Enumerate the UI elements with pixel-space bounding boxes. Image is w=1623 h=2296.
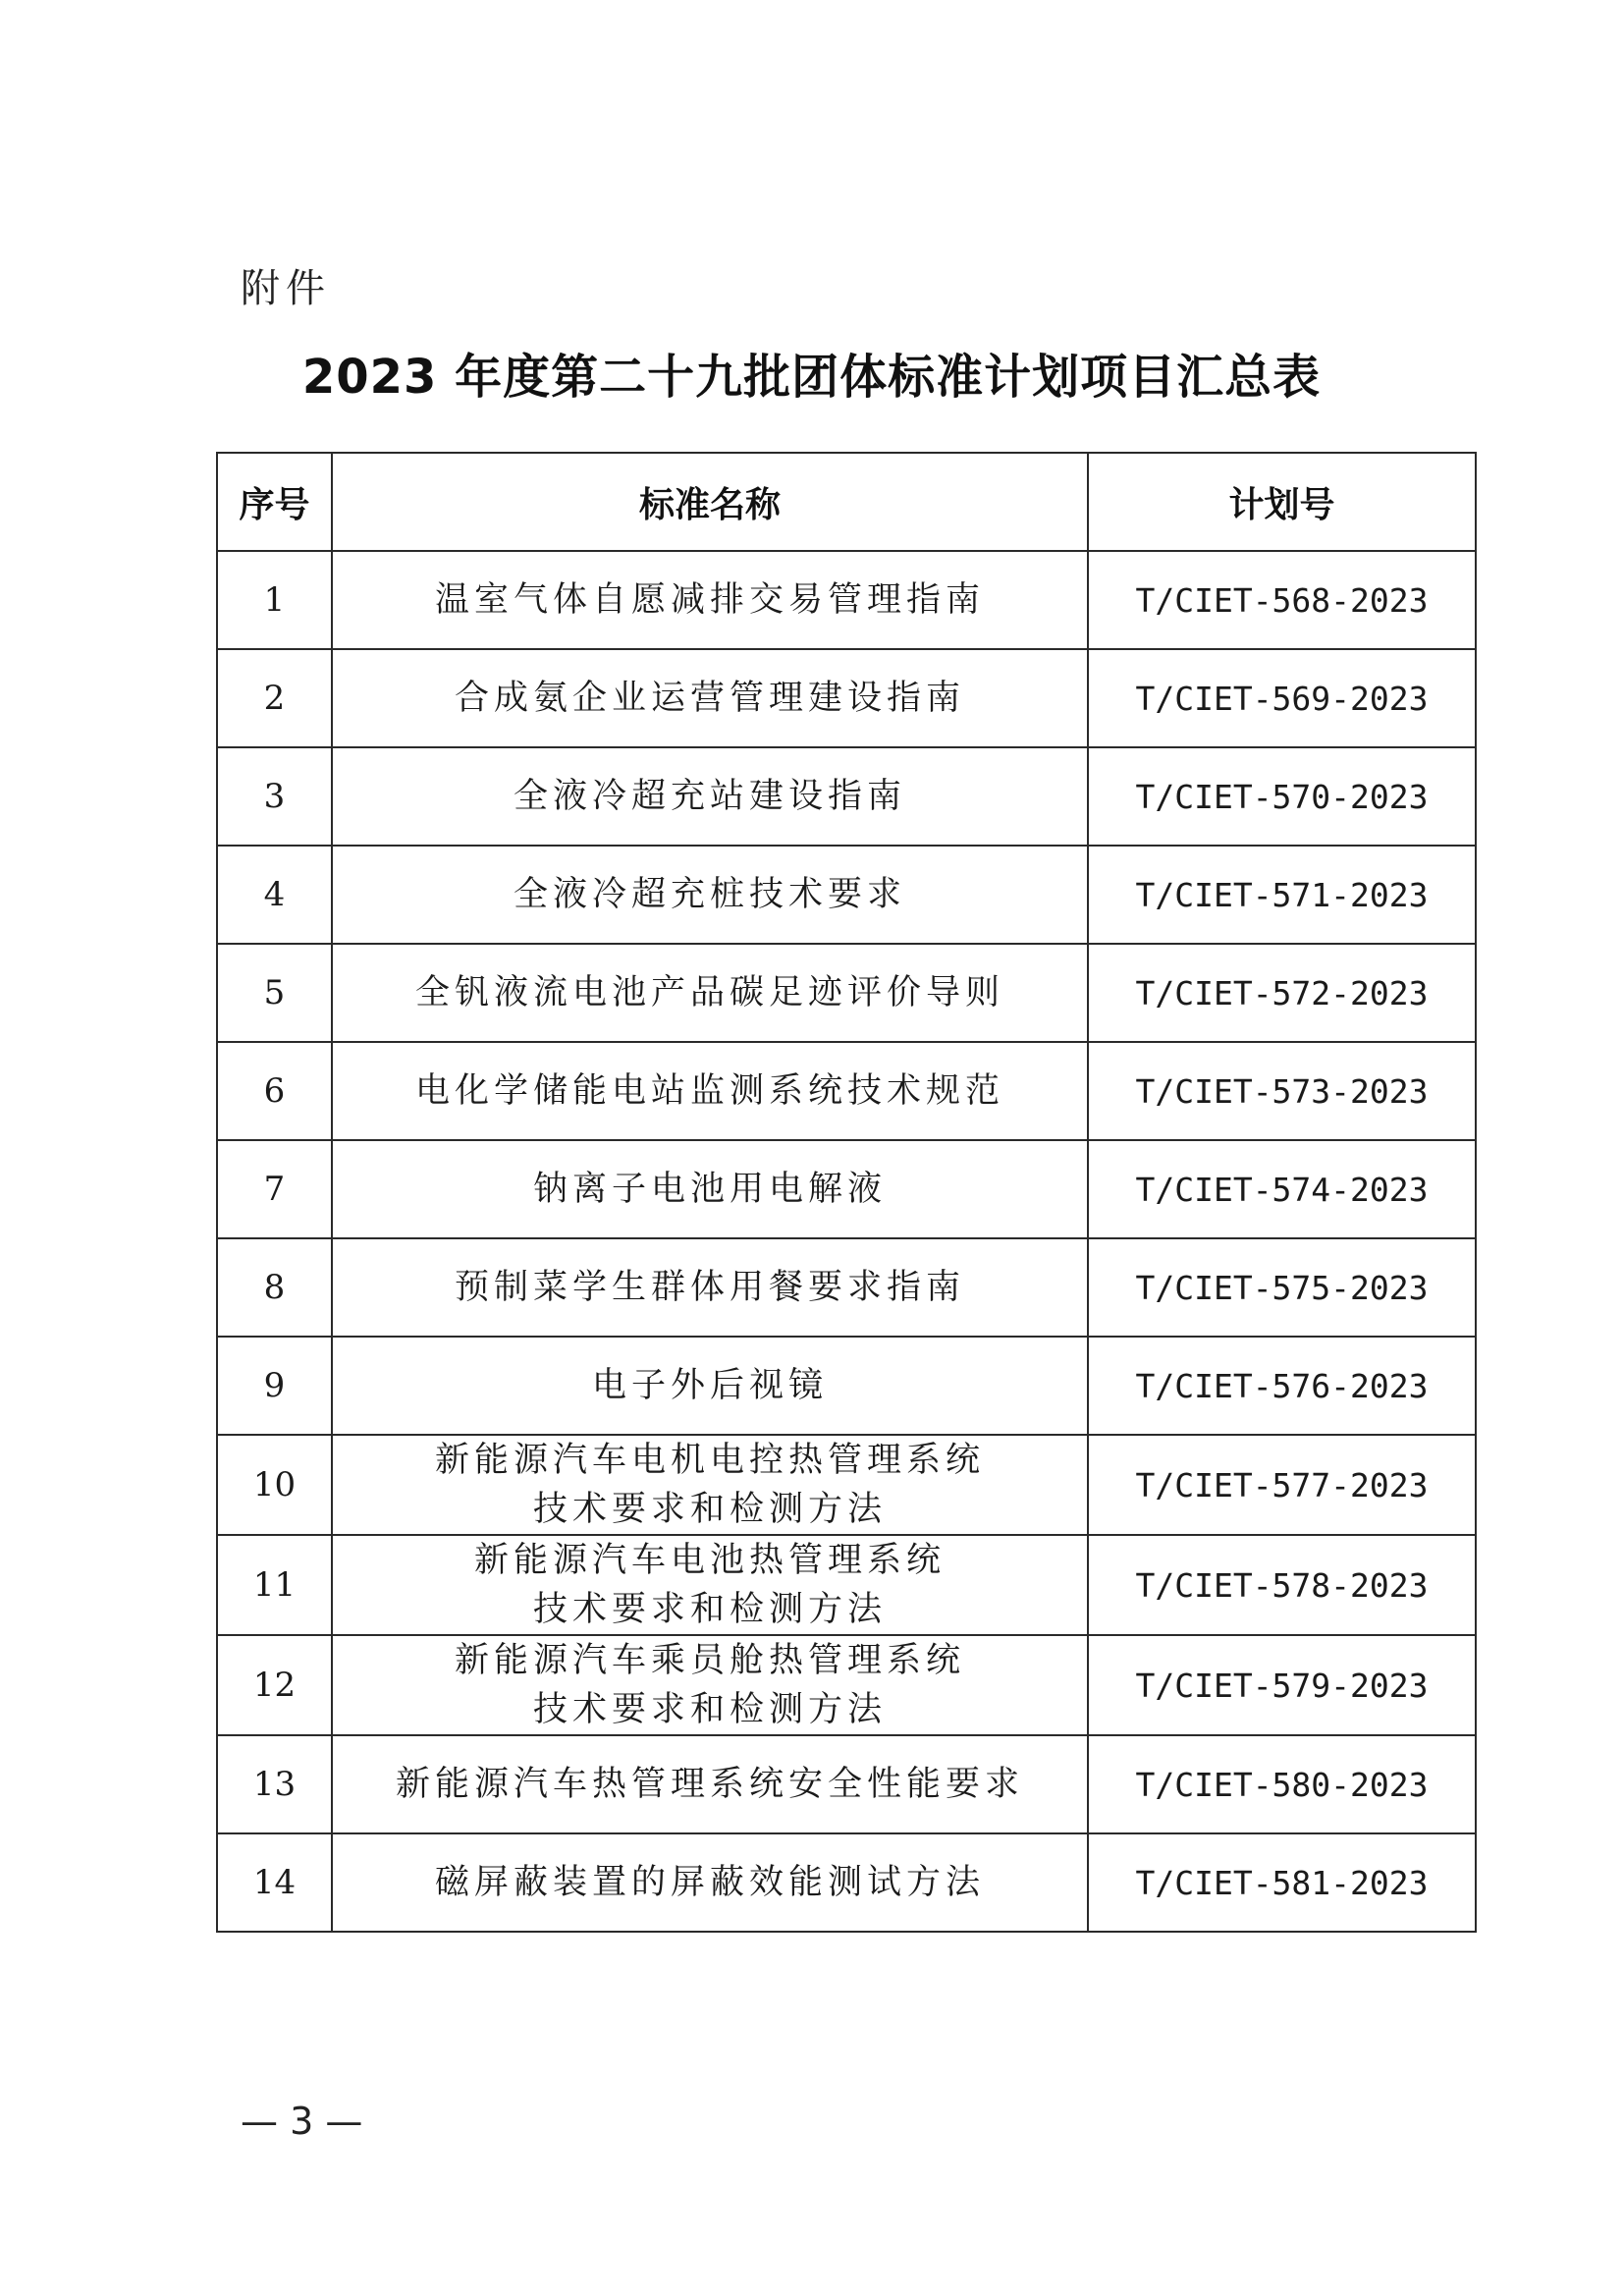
page-number: — 3 —	[241, 2100, 363, 2143]
standard-name	[332, 1042, 1088, 1140]
plan-number: T/CIET-577-2023	[1088, 1435, 1476, 1535]
row-number: 4	[217, 846, 332, 944]
table-body	[217, 551, 1476, 1932]
standard-name-line: 新能源汽车乘员舱热管理系统	[454, 1641, 965, 1680]
plan-number: T/CIET-575-2023	[1088, 1238, 1476, 1337]
column-header-plan: 计划号	[1088, 453, 1476, 551]
row-number: 3	[217, 747, 332, 846]
table-row	[217, 846, 1476, 944]
plan-number: T/CIET-569-2023	[1088, 649, 1476, 747]
standard-name	[332, 1435, 1088, 1535]
row-number: 5	[217, 944, 332, 1042]
column-header-name: 标准名称	[332, 453, 1088, 551]
plan-number: T/CIET-572-2023	[1088, 944, 1476, 1042]
table-row	[217, 1735, 1476, 1833]
table-row	[217, 1833, 1476, 1932]
standard-name	[332, 1833, 1088, 1932]
standard-name-line: 电化学储能电站监测系统技术规范	[414, 1071, 1004, 1111]
standard-name-line: 技术要求和检测方法	[532, 1490, 887, 1529]
standard-name	[332, 1535, 1088, 1635]
standard-name-line: 全液冷超充站建设指南	[513, 777, 906, 816]
standard-name-line: 电子外后视镜	[591, 1366, 828, 1405]
standard-name-line: 合成氨企业运营管理建设指南	[454, 679, 965, 718]
plan-number: T/CIET-571-2023	[1088, 846, 1476, 944]
standard-name	[332, 1635, 1088, 1735]
attachment-label: 附件	[241, 266, 331, 311]
standard-name-line: 新能源汽车电池热管理系统	[473, 1541, 946, 1580]
table-row	[217, 1042, 1476, 1140]
table-row	[217, 1238, 1476, 1337]
standard-name-line: 磁屏蔽装置的屏蔽效能测试方法	[434, 1863, 985, 1902]
plan-number: T/CIET-578-2023	[1088, 1535, 1476, 1635]
standard-name-line: 新能源汽车热管理系统安全性能要求	[395, 1765, 1024, 1804]
standard-name-line: 全液冷超充桩技术要求	[513, 875, 906, 914]
plan-number: T/CIET-568-2023	[1088, 551, 1476, 649]
standard-name-line: 钠离子电池用电解液	[532, 1170, 887, 1209]
plan-number: T/CIET-581-2023	[1088, 1833, 1476, 1932]
row-number: 2	[217, 649, 332, 747]
standard-name-line: 预制菜学生群体用餐要求指南	[454, 1268, 965, 1307]
standard-name	[332, 846, 1088, 944]
table-row	[217, 649, 1476, 747]
standard-name-line: 技术要求和检测方法	[532, 1690, 887, 1729]
standard-name-line: 技术要求和检测方法	[532, 1590, 887, 1629]
column-header-number: 序号	[217, 453, 332, 551]
document-title: 2023 年度第二十九批团体标准计划项目汇总表	[301, 350, 1322, 405]
standard-name	[332, 551, 1088, 649]
plan-number: T/CIET-570-2023	[1088, 747, 1476, 846]
plan-number: T/CIET-576-2023	[1088, 1337, 1476, 1435]
table-row	[217, 1535, 1476, 1635]
row-number: 12	[217, 1635, 332, 1735]
standard-name	[332, 1140, 1088, 1238]
row-number: 6	[217, 1042, 332, 1140]
row-number: 13	[217, 1735, 332, 1833]
row-number: 8	[217, 1238, 332, 1337]
standard-name-line: 温室气体自愿减排交易管理指南	[434, 580, 985, 620]
table-row	[217, 1635, 1476, 1735]
row-number: 1	[217, 551, 332, 649]
table-row	[217, 1140, 1476, 1238]
row-number: 7	[217, 1140, 332, 1238]
row-number: 10	[217, 1435, 332, 1535]
table-header-row	[217, 453, 1476, 551]
plan-number: T/CIET-574-2023	[1088, 1140, 1476, 1238]
table-row	[217, 1435, 1476, 1535]
row-number: 14	[217, 1833, 332, 1932]
table-row	[217, 1337, 1476, 1435]
plan-number: T/CIET-580-2023	[1088, 1735, 1476, 1833]
table-row	[217, 747, 1476, 846]
row-number: 9	[217, 1337, 332, 1435]
standard-name-line: 全钒液流电池产品碳足迹评价导则	[414, 973, 1004, 1012]
standards-plan-table	[216, 452, 1477, 1933]
row-number: 11	[217, 1535, 332, 1635]
standard-name	[332, 747, 1088, 846]
standard-name	[332, 1735, 1088, 1833]
plan-number: T/CIET-579-2023	[1088, 1635, 1476, 1735]
standard-name	[332, 649, 1088, 747]
standard-name	[332, 1238, 1088, 1337]
standard-name-line: 新能源汽车电机电控热管理系统	[434, 1441, 985, 1480]
table-row	[217, 944, 1476, 1042]
plan-number: T/CIET-573-2023	[1088, 1042, 1476, 1140]
standard-name	[332, 1337, 1088, 1435]
table-row	[217, 551, 1476, 649]
standard-name	[332, 944, 1088, 1042]
